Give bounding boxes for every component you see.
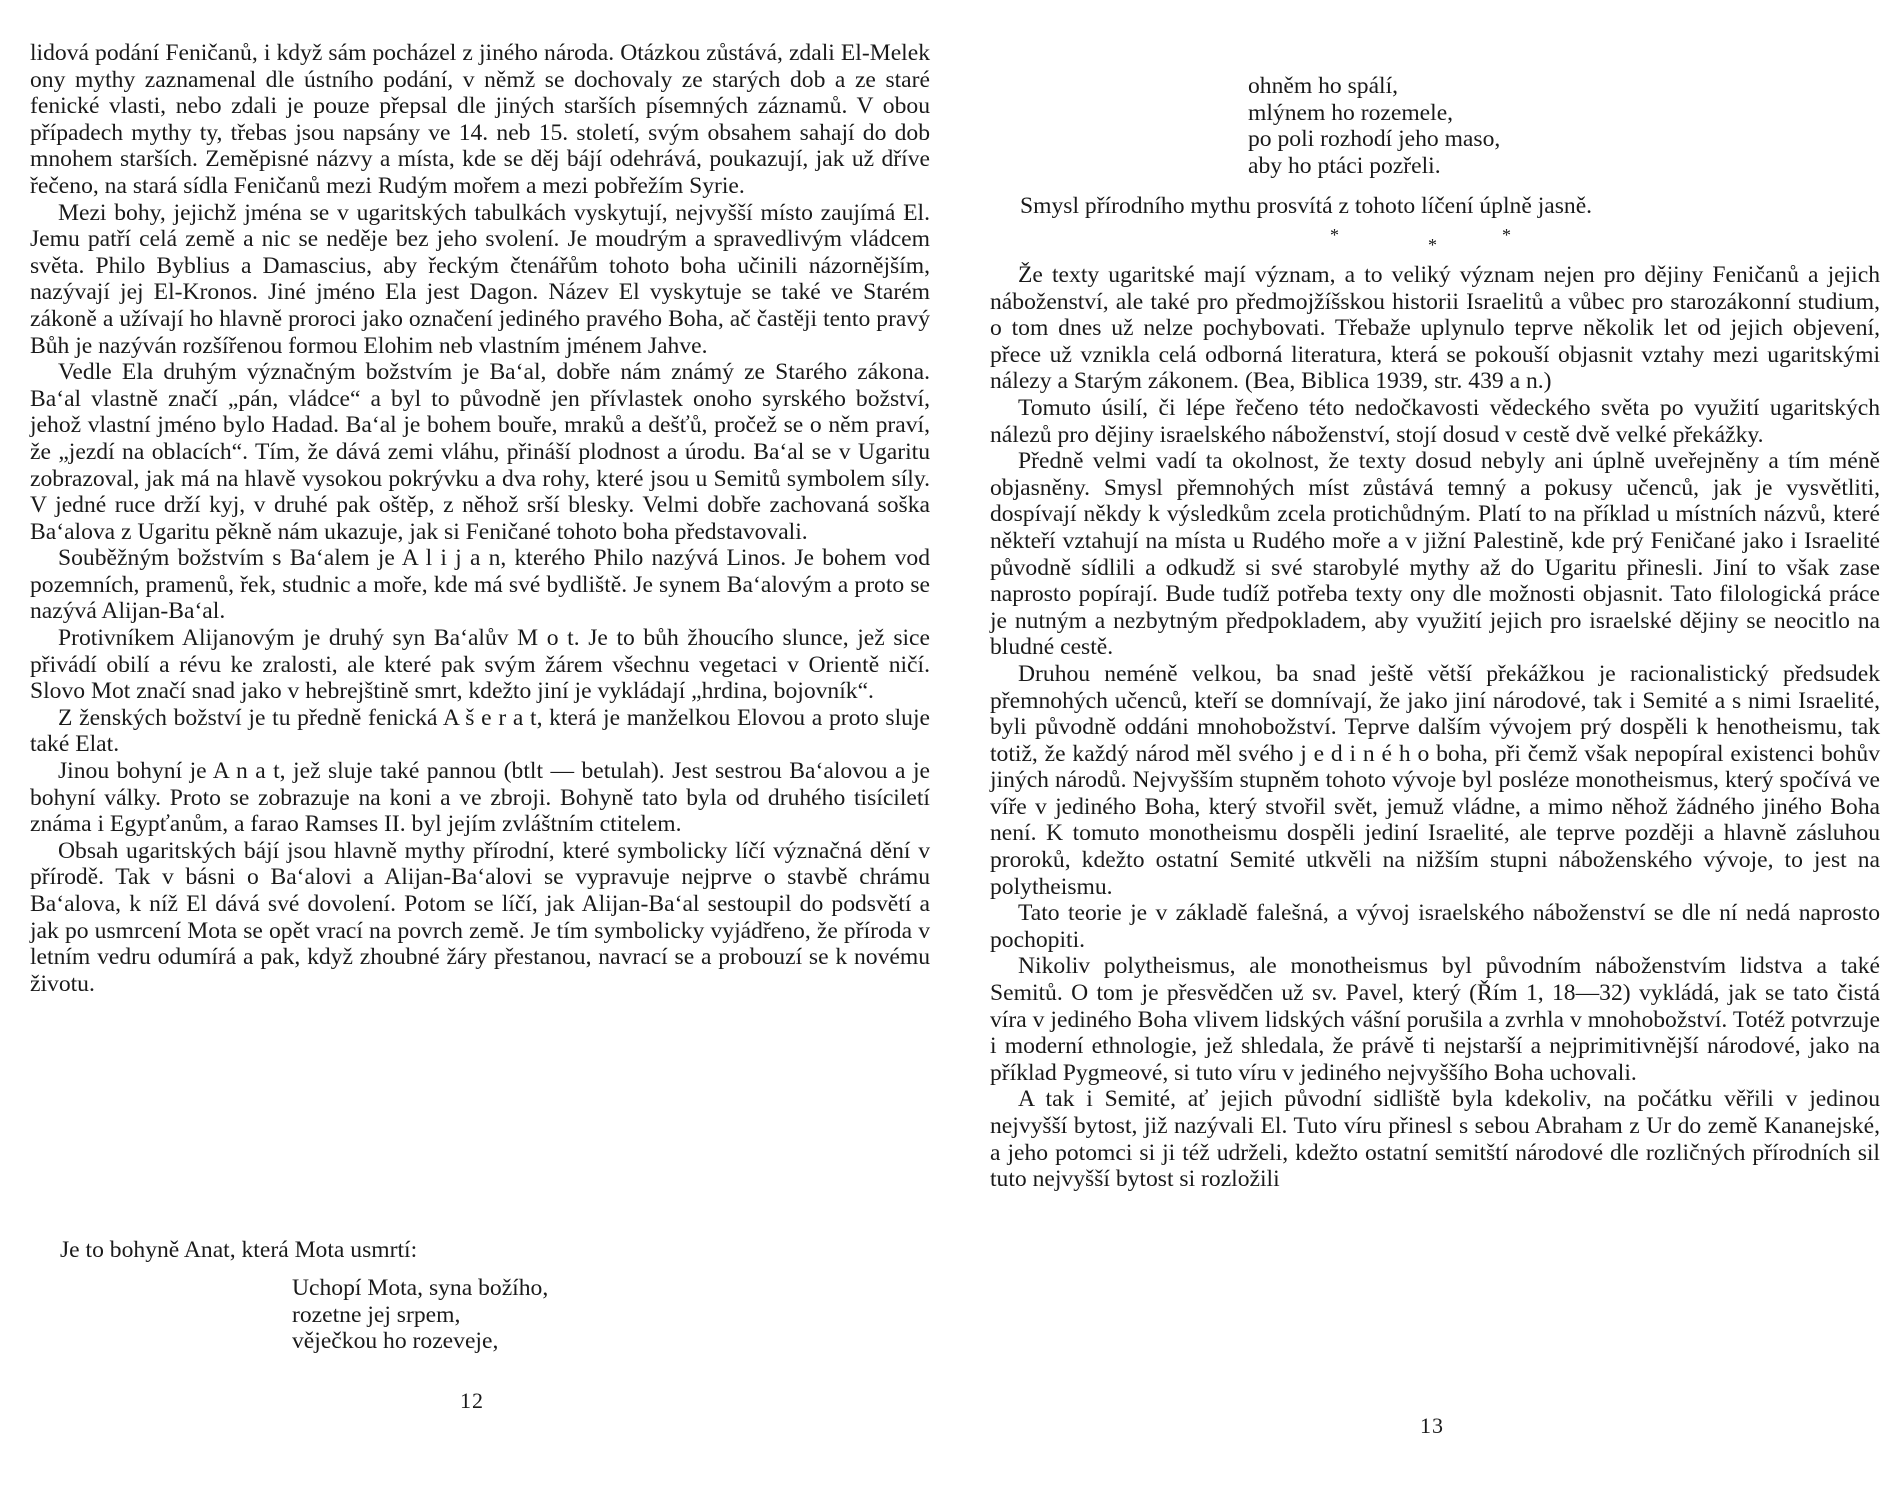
paragraph: Tomuto úsilí, či lépe řečeno této nedočkavosti vědeckého světa po využití ugaritských nálezů pro dějiny israelského náboženství, stojí dosud v cestě dvě velké překážky.: [990, 394, 1880, 448]
verse-block: [292, 1275, 548, 1355]
paragraph: Z ženských božství je tu předně fenická A š e r a t, která je manželkou Elovou a proto sluje také Elat.: [30, 704, 930, 758]
paragraph: Mezi bohy, jejichž jména se v ugaritských tabulkách vyskytují, nejvyšší místo zaujímá El. Jemu patří celá země a nic se neděje bez jeho svolení. Je moudrým a spravedlivým vládcem světa. Philo Byblius a Damascius, aby řeckým čtenářům tohoto boha učinili názornějším, nazývají jej El-Kronos. Jiné jméno Ela jest Dagon. Název El vyskytuje se také ve Starém zákoně a užívají ho hlavně proroci jako označení jediného pravého Boha, ač častěji tento pravý Bůh je nazýván rozšířenou formou Elohim neb vlastním jménem Jahve.: [30, 199, 930, 359]
verse-line: věječkou ho rozeveje,: [292, 1328, 499, 1355]
verse-line: mlýnem ho rozemele,: [1248, 99, 1454, 126]
paragraph: lidová podání Feničanů, i když sám pocházel z jiného národa. Otázkou zůstává, zdali El-Melek ony mythy zaznamenal dle ústního podání, v němž se dochovaly ze starých dob a ze staré fenické vlasti, nebo zdali je pouze přepsal dle jiných starších písemných záznamů. V obou případech mythy ty, třebas jsou napsány ve 14. neb 15. století, svým obsahem sahají do dob mnohem starších. Zeměpisné názvy a místa, kde se děj bájí odehrává, poukazují, jak už dříve řečeno, na stará sídla Feničanů mezi Rudým mořem a mezi pobřežím Syrie.: [30, 40, 930, 199]
verse-block: [1248, 73, 1500, 179]
verse-line: rozetne jej srpem,: [292, 1301, 461, 1328]
verse-line: po poli rozhodí jeho maso,: [1248, 126, 1501, 153]
paragraph: Že texty ugaritské mají význam, a to veliký význam nejen pro dějiny Feničanů a jejich náboženství, ale také pro předmojžíšskou historii Israelitů a vůbec pro starozákonní studium, o tom dnes už nelze pochybovati. Třebaže uplynulo teprve několik let od jejich objevení, přece už vznikla celá odborná literatura, která se pokouší objasnit vztahy mezi ugaritskými nálezy a Starým zákonem. (Bea, Biblica 1939, str. 439 a n.): [990, 262, 1880, 395]
right-body-text: [990, 262, 1880, 1193]
paragraph: Nikoliv polytheismus, ale monotheismus byl původním náboženstvím lidstva a také Semitů. O tom je přesvědčen už sv. Pavel, který (Řím 1, 18—32) vykládá, jak se tato čistá víra v jediného Boha vlivem lidských vášní porušila a zvrhla v mnohobožství. Totéž potvrzuje i moderní ethnologie, jež shledala, že právě ti nejstarší a nejprimitivnější národové, jako na příklad Pygmeové, si tuto víru v jediného nejvyššího Boha uchovali.: [990, 953, 1880, 1086]
paragraph: Obsah ugaritských bájí jsou hlavně mythy přírodní, které symbolicky líčí význačná dění v přírodě. Tak v básni o Ba‘alovi a Alijan-Ba‘alovi se vypravuje nejprve o stavbě chrámu Ba‘alova, k níž El dává své dovolení. Potom se líčí, jak Alijan-Ba‘al sestoupil do podsvětí a jak po usmrcení Mota se opět vrací na povrch země. Je tím symbolicky vyjádřeno, že příroda v letním vedru odumírá a pak, když zhoubné žáry přestanou, navrací se a probouzí se k novému životu.: [30, 837, 930, 997]
page-number: 13: [1420, 1413, 1444, 1438]
paragraph: Souběžným božstvím s Ba‘alem je A l i j a n, kterého Philo nazývá Linos. Je bohem vod pozemních, pramenů, řek, studnic a moře, kde má své bydliště. Je synem Ba‘alovým a proto se nazývá Alijan-Ba‘al.: [30, 545, 930, 625]
verse-line: ohněm ho spálí,: [1248, 73, 1399, 99]
left-body-text: [30, 40, 930, 997]
verse-line: Uchopí Mota, syna božího,: [292, 1275, 549, 1301]
page-number: 12: [460, 1388, 484, 1413]
paragraph: Předně velmi vadí ta okolnost, že texty dosud nebyly ani úplně uveřejněny a tím méně objasněny. Smysl přemnohých míst zůstává temný a pokusy učenců, jak je vysvětliti, dospívají někdy k výsledkům zcela protichůdným. Platí to na příklad u místních názvů, které někteří vztahují na místa u Rudého moře a v jižní Palestině, kde prý Feničané jako i Israelité původně sídlili a odkudž si své starobylé mythy až do Ugaritu přinesli. Jiní to však zase naprosto popírají. Bude tudíž potřeba texty ony dle možnosti objasnit. Tato filologická práce je nutným a nezbytným předpokladem, aby využití jejich pro israelské dějiny se neocitlo na bludné cestě.: [990, 448, 1880, 661]
paragraph: Tato teorie je v základě falešná, a vývoj israelského náboženství se dle ní nedá naprosto pochopiti.: [990, 900, 1880, 953]
asterisk-icon: *: [1330, 225, 1339, 245]
asterisk-icon: *: [1428, 235, 1437, 255]
verse-line: aby ho ptáci pozřeli.: [1248, 152, 1441, 179]
paragraph: A tak i Semité, ať jejich původní sidliště byla kdekoliv, na počátku věřili v jedinou nejvyšší bytost, již nazývali El. Tuto víru přinesl s sebou Abraham z Ur do země Kananejské, a jeho potomci si ji též udrželi, kdežto ostatní semitští národové dle rozličných přírodních sil tuto nejvyšší bytost si rozložili: [990, 1086, 1880, 1193]
paragraph: Jinou bohyní je A n a t, jež sluje také pannou (btlt — betulah). Jest sestrou Ba‘alovou a je bohyní války. Proto se zobrazuje na koni a ve zbroji. Bohyně tato byla od druhého tisíciletí známa i Egypťanům, a farao Ramses II. byl jejím zvláštním ctitelem.: [30, 758, 930, 838]
section-separator: [990, 225, 1880, 255]
paragraph: Vedle Ela druhým význačným božstvím je Ba‘al, dobře nám známý ze Starého zákona. Ba‘al vlastně značí „pán, vládce“ a byl to původně jen přívlastek onoho syrského božství, jehož vlastní jméno bylo Hadad. Ba‘al je bohem bouře, mraků a dešťů, pročež se o něm praví, že „jezdí na oblacích“. Tím, že dává zemi vláhu, přináší plodnost a úrodu. Ba‘al se v Ugaritu zobrazoval, jak má na hlavě vysokou pokrývku a dva rohy, které jsou u Semitů symbolem síly. V jedné ruce drží kyj, v druhé pak oštěp, z něhož srší blesky. Velmi dobře zachovaná soška Ba‘alova z Ugaritu pěkně nám ukazuje, jak si Feničané tohoto boha představovali.: [30, 359, 930, 545]
verse-intro: Je to bohyně Anat, která Mota usmrtí:: [60, 1237, 418, 1263]
asterisk-icon: *: [1502, 225, 1511, 245]
section-closing-line: Smysl přírodního mythu prosvítá z tohoto líčení úplně jasně.: [1020, 193, 1593, 219]
paragraph: Druhou neméně velkou, ba snad ještě větší překážkou je racionalistický předsudek přemnohých učenců, kteří se domnívají, že jako jiní národové, tak i Semité a s nimi Israelité, byli původně oddáni mnohobožství. Teprve dalším vývojem prý dospěli k henotheismu, tak totiž, že každý národ měl svého j e d i n é h o boha, při čemž však nepopíral existenci bohův jiných národů. Nejvyšším stupněm tohoto vývoje byl posléze monotheismus, který spočívá ve víře v jediného Boha, který stvořil svět, jemuž vládne, a mimo něhož žádného jiného Boha není. K tomuto monotheismu dospěli jediní Israelité, ale teprve později a hlavně zásluhou proroků, kdežto ostatní Semité utkvěli na nižším stupni náboženského vývoje, to jest na polytheismu.: [990, 660, 1880, 900]
paragraph: Protivníkem Alijanovým je druhý syn Ba‘alův M o t. Je to bůh žhoucího slunce, jež sice přivádí obilí a révu ke zralosti, ale které pak svým žárem všechnu vegetaci v Orientě ničí. Slovo Mot značí snad jako v hebrejštině smrt, kdežto jiní je vykládají „hrdina, bojovník“.: [30, 625, 930, 705]
